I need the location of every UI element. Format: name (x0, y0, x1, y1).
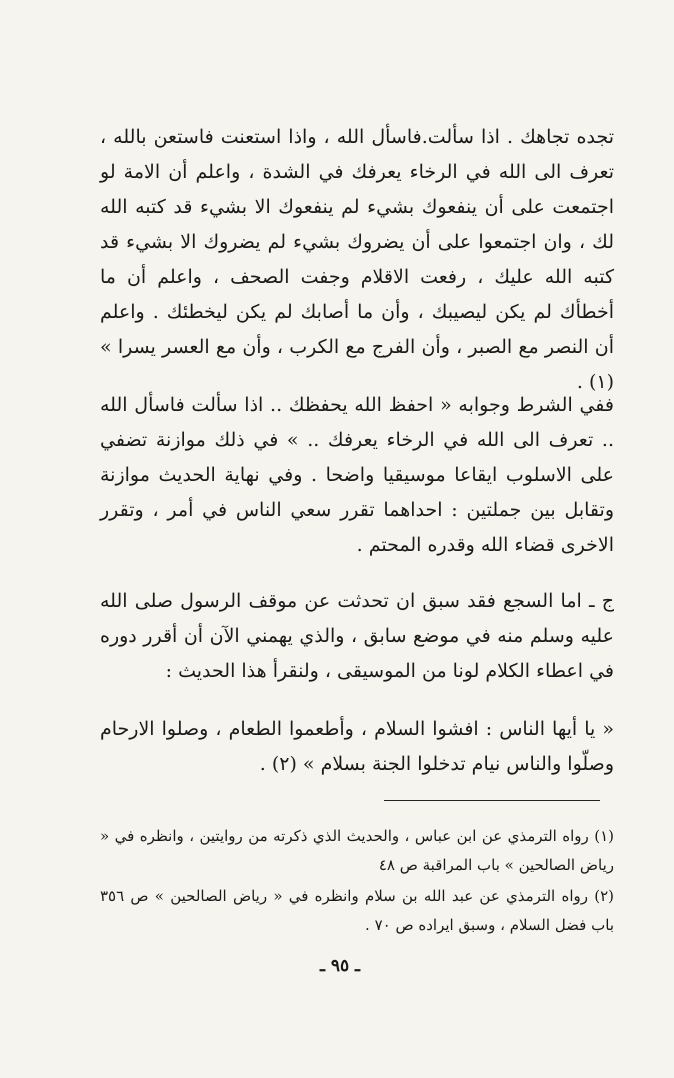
body-paragraph-3: ج ـ اما السجع فقد سبق ان تحدثت عن موقف الرسول صلى الله عليه وسلم منه في موضع سابق ، والذي يهمني الآن أن أقرر دوره في اعطاء الكلام لونا من الموسيقى ، ولنقرأ هذا الحديث : (100, 590, 614, 682)
footnote-separator (384, 800, 600, 801)
footnote-1: (١) رواه الترمذي عن ابن عباس ، والحديث الذي ذكرته من روايتين ، وانظره في « رياض الصالحين » باب المراقبة ص ٤٨ (100, 827, 614, 874)
body-paragraph-1: تجده تجاهك . اذا سألت.فاسأل الله ، واذا استعنت فاستعن بالله ، تعرف الى الله في الرخاء يعرفك في الشدة ، واعلم أن الامة لو اجتمعت على أن ينفعوك بشيء لم ينفعوك الا بشيء قد كتبه الله لك ، وان اجتمعوا على أن يضروك بشيء لم يضروك الا بشيء قد كتبه الله عليك ، رفعت الاقلام وجفت الصحف ، واعلم أن ما أخطأك لم يكن ليصيبك ، وأن ما أصابك لم يكن ليخطئك . واعلم أن النصر مع الصبر ، وأن الفرج مع الكرب ، وأن مع العسر يسرا » (١) . (100, 126, 614, 393)
page-number: ـ ٩٥ ـ (319, 956, 361, 976)
body-paragraph-2: ففي الشرط وجوابه « احفظ الله يحفظك .. اذا سألت فاسأل الله .. تعرف الى الله في الرخاء يعرفك .. » في ذلك موازنة تضفي على الاسلوب ايقاعا موسيقيا واضحا . وفي نهاية الحديث موازنة وتقابل بين جملتين : احداهما تقرر سعي الناس في أمر ، وتقرر الاخرى قضاء الله وقدره المحتم . (100, 394, 614, 556)
body-paragraph-4: « يا أيها الناس : افشوا السلام ، وأطعموا الطعام ، وصلوا الارحام وصلّوا والناس نيام تدخلوا الجنة بسلام » (٢) . (100, 718, 614, 775)
footnote-2: (٢) رواه الترمذي عن عبد الله بن سلام وانظره في « رياض الصالحين » ص ٣٥٦ باب فضل السلام ، وسبق ايراده ص ٧٠ . (100, 887, 614, 934)
